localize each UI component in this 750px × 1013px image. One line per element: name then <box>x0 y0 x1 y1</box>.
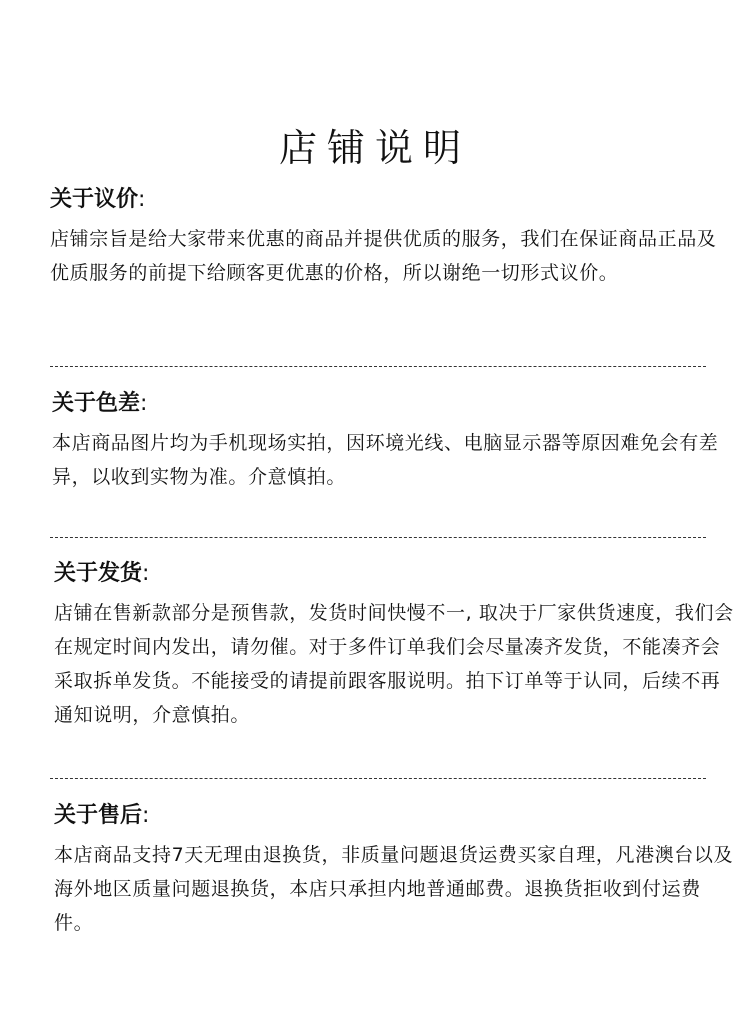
section-bargaining <box>50 184 730 290</box>
section-divider <box>50 778 706 779</box>
section-heading-text: 关于发货 <box>54 561 143 586</box>
section-body: 店铺在售新款部分是预售款，发货时间快慢不一, 取决于厂家供货速度，我们会在规定时间内发出，请勿催。对于多件订单我们会尽量凑齐发货，不能凑齐会采取拆单发货。不能接受的请提前跟客服说明。拍下订单等于认同，后续不再通知说明，介意慎拍。 <box>54 602 734 726</box>
section-shipping <box>54 558 734 732</box>
page-title: 店铺说明 <box>278 126 471 171</box>
heading-colon: : <box>140 391 148 416</box>
heading-colon: : <box>142 561 150 586</box>
section-heading <box>54 800 734 832</box>
section-body: 店铺宗旨是给大家带来优惠的商品并提供优质的服务，我们在保证商品正品及优质服务的前提下给顾客更优惠的价格，所以谢绝一切形式议价。 <box>50 228 717 284</box>
section-heading-text: 关于议价 <box>50 187 139 212</box>
section-body: 本店商品图片均为手机现场实拍，因环境光线、电脑显示器等原因难免会有差异，以收到实物为准。介意慎拍。 <box>52 432 719 488</box>
heading-colon: : <box>142 803 150 828</box>
heading-colon: : <box>138 187 146 212</box>
section-body: 本店商品支持7天无理由退换货，非质量问题退货运费买家自理，凡港澳台以及海外地区质量问题退换货，本店只承担内地普通邮费。退换货拒收到付运费件。 <box>54 844 734 934</box>
section-divider <box>50 366 706 367</box>
section-heading <box>50 184 730 216</box>
section-heading-text: 关于色差 <box>52 391 141 416</box>
section-color-difference <box>52 388 732 494</box>
section-heading-text: 关于售后 <box>54 803 143 828</box>
section-divider <box>50 537 706 538</box>
section-heading <box>52 388 732 420</box>
section-after-sales <box>54 800 734 940</box>
section-heading <box>54 558 734 590</box>
